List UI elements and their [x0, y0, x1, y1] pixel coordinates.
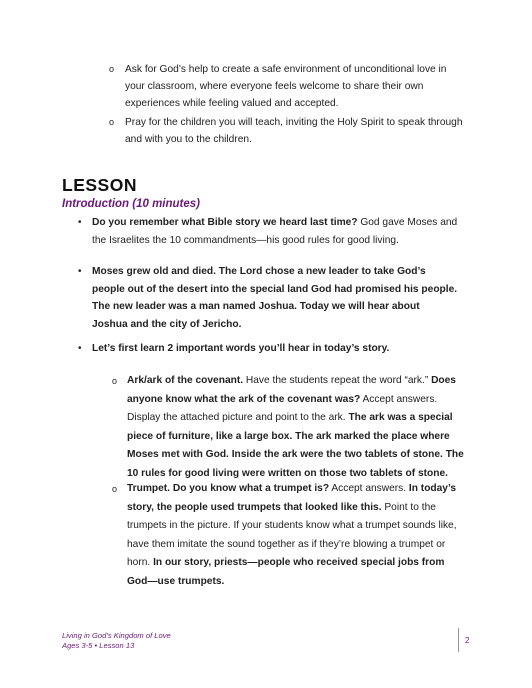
- bullet-text: Do you remember what Bible story we heard last time? God gave Moses and the Israelites the 10 commandments—his good rules for good living.: [92, 217, 458, 246]
- footer-divider: [458, 628, 459, 652]
- bullet-marker: •: [78, 266, 82, 277]
- sub-marker: o: [112, 376, 118, 386]
- prep-item-text: Ask for God’s help to create a safe environment of unconditional love in your classroom, where everyone feels welcome to share their own experiences while feeling valued and accepted.: [125, 64, 447, 109]
- sub-item-text: Trumpet. Do you know what a trumpet is? Accept answers. In today’s story, the people used trumpets that looked like this. Point to the trumpets in the picture. If your students know what a trumpet sounds like, have them imitate the sound together as if they’re blowing a trumpet or horn. In our story, priests—people who received special jobs from God—use trumpets.: [127, 483, 457, 587]
- prep-list: [109, 61, 469, 150]
- footer-line-2: Ages 3-5 • Lesson 13: [62, 641, 135, 650]
- sub-marker: o: [112, 484, 118, 494]
- bullet-text: Moses grew old and died. The Lord chose a new leader to take God’s people out of the desert into the special land God had promised his people. The new leader was a man named Joshua. Today we will hear about Joshua and the city of Jericho.: [92, 266, 458, 330]
- sub-item-ark: [112, 372, 464, 483]
- lesson-title: LESSON: [62, 175, 137, 195]
- prep-item: [109, 114, 469, 148]
- page-number: 2: [465, 636, 470, 645]
- bullet-text: Let’s first learn 2 important words you’ll hear in today’s story.: [92, 343, 390, 354]
- sub-item-trumpet: [112, 480, 464, 591]
- bullet-item: [78, 340, 458, 358]
- list-marker: o: [109, 64, 115, 74]
- footer-line-1: Living in God’s Kingdom of Love: [62, 631, 171, 640]
- list-marker: o: [109, 117, 115, 127]
- bullet-marker: •: [78, 217, 82, 228]
- prep-item-text: Pray for the children you will teach, inviting the Holy Spirit to speak through and with you to the children.: [125, 117, 463, 145]
- intro-heading: Introduction (10 minutes): [62, 198, 200, 210]
- footer-title: [62, 631, 171, 651]
- bullet-marker: •: [78, 343, 82, 354]
- bullet-item: [78, 214, 458, 249]
- sub-item-text: Ark/ark of the covenant. Have the students repeat the word “ark.” Does anyone know what the ark of the covenant was? Accept answers. Display the attached picture and point to the ark. The ark was a special piece of furniture, like a large box. The ark marked the place where Moses met with God. Inside the ark were the two tablets of stone. The 10 rules for good living were written on those two tablets of stone.: [127, 375, 464, 479]
- bullet-item: [78, 263, 458, 333]
- prep-item: [109, 61, 469, 112]
